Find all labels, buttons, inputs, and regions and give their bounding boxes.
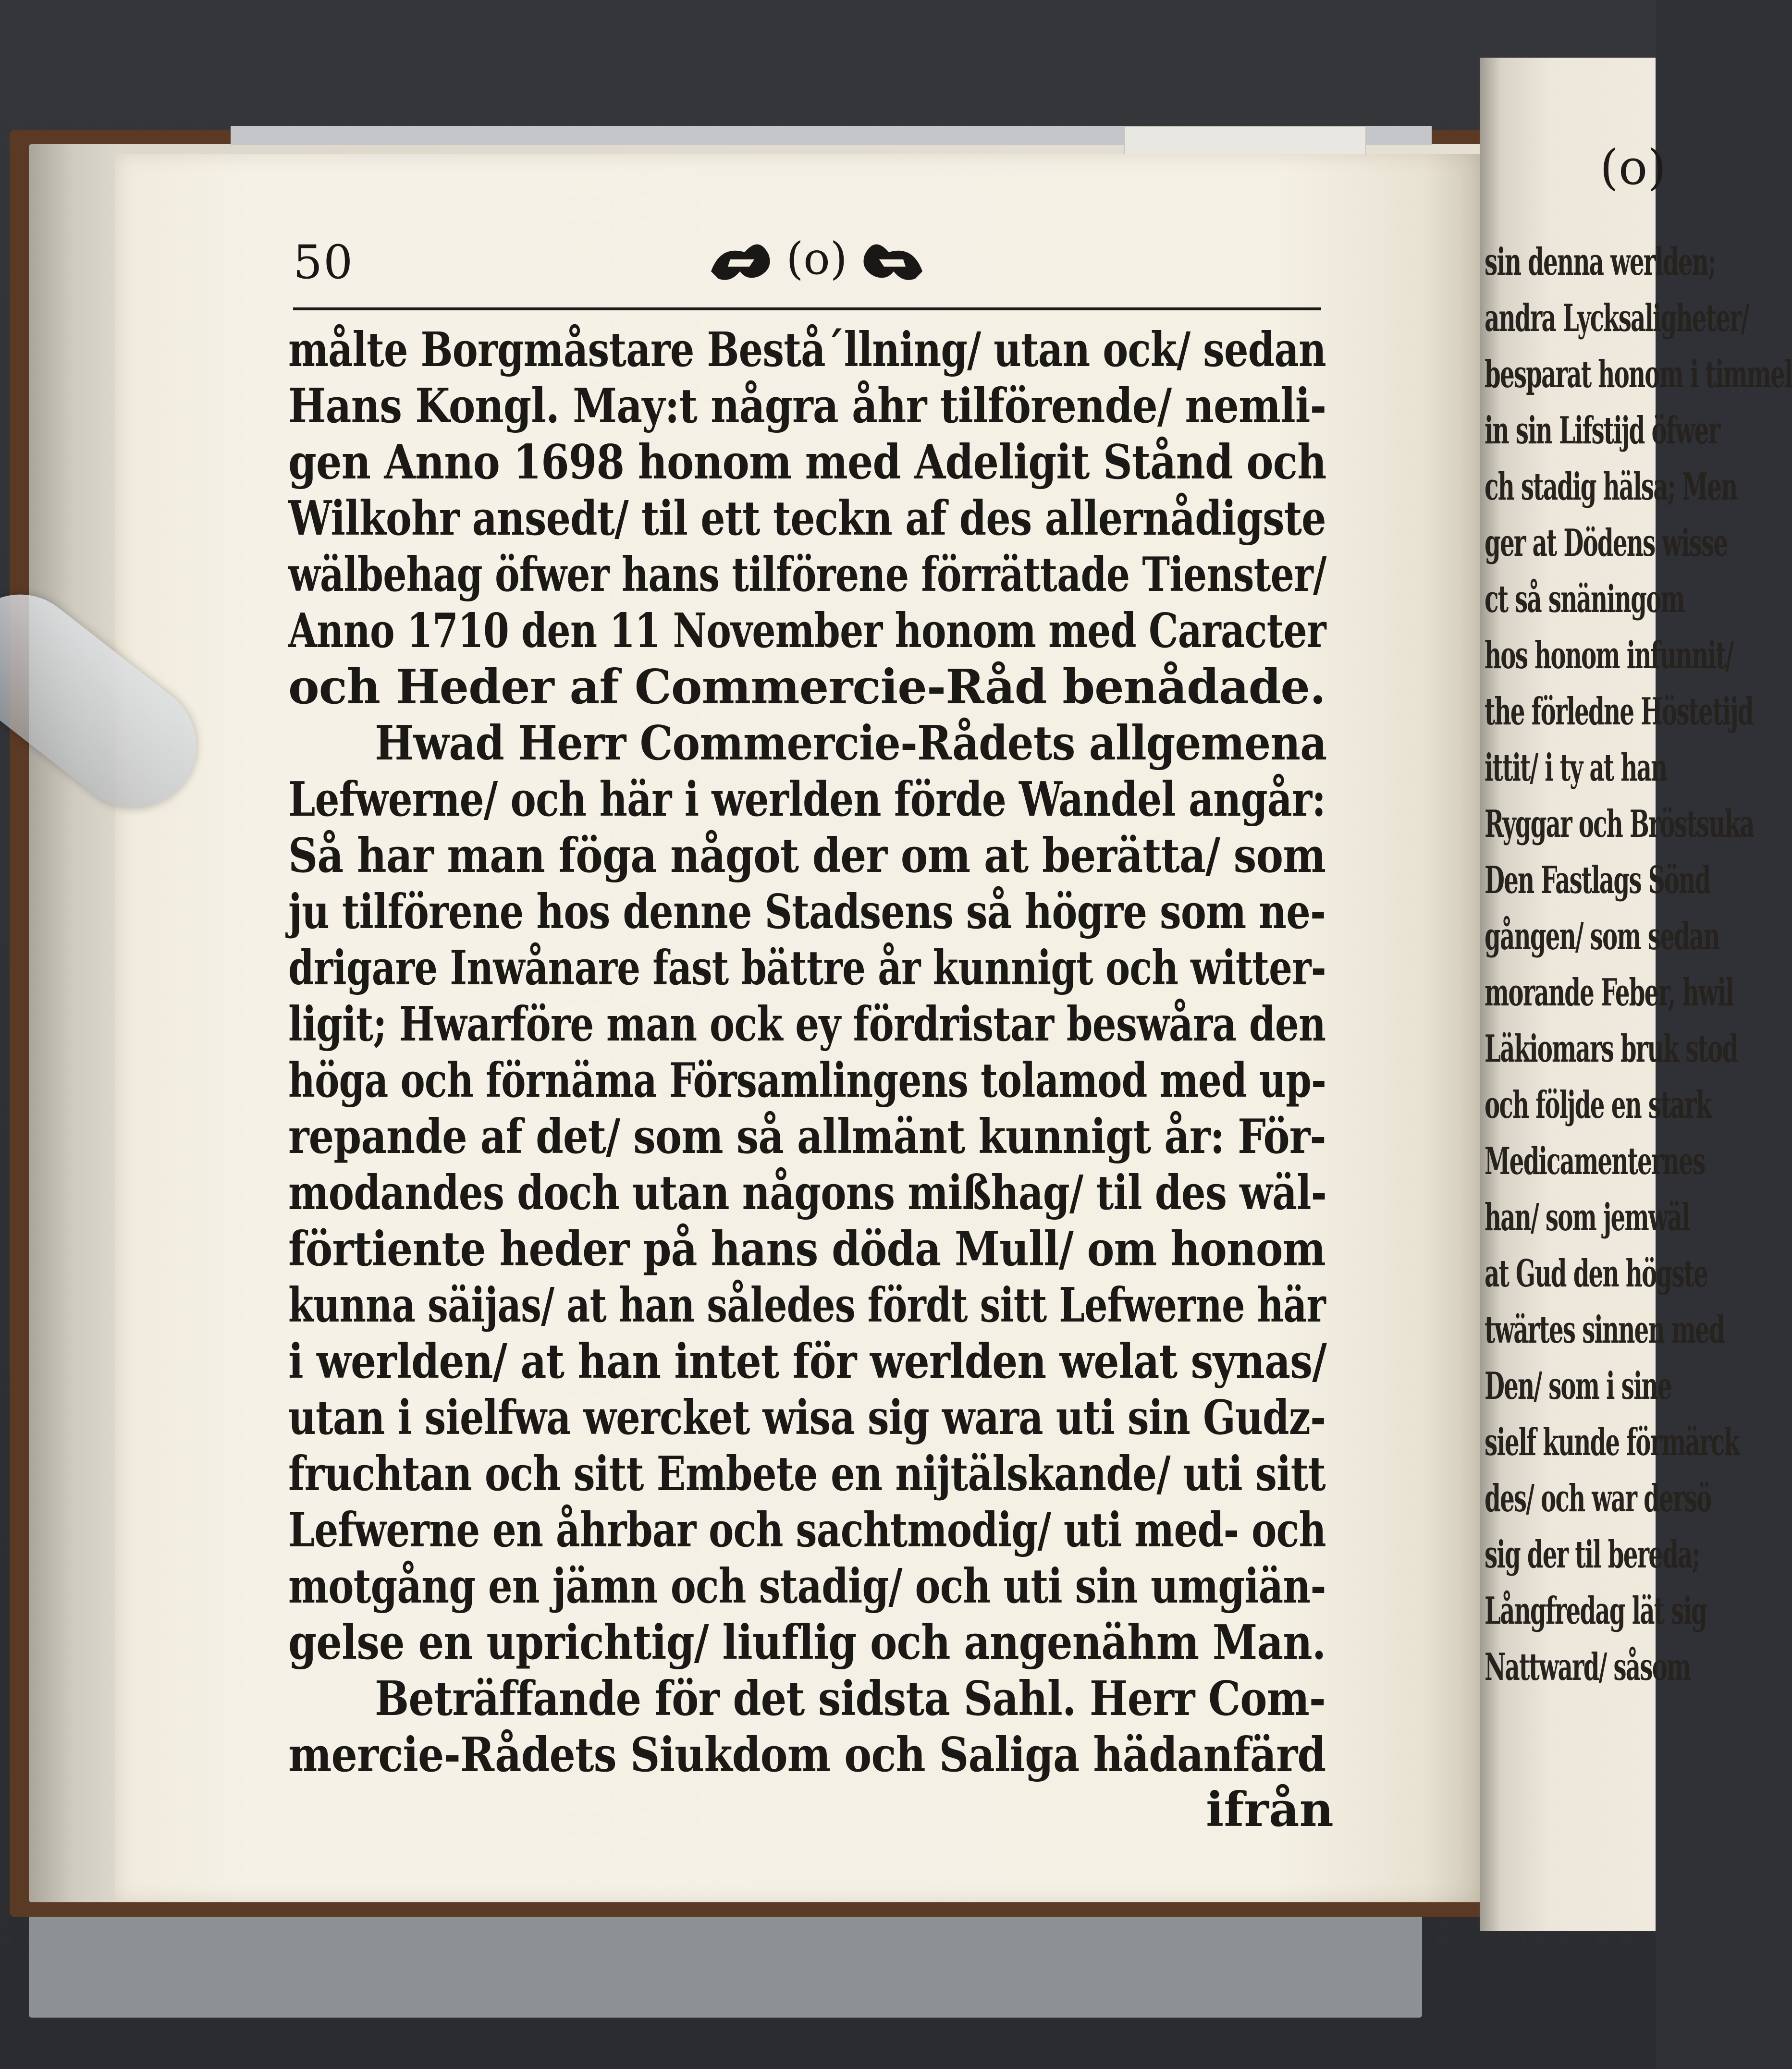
facing-page xyxy=(1480,58,1792,1931)
facing-page-line: ittit/ i ty at han xyxy=(1485,746,1667,790)
text-line: Beträffande för det sidsta Sahl. Herr Com- xyxy=(375,1671,1326,1726)
left-ornament-icon xyxy=(711,245,770,280)
facing-page-line: Långfredag lät sig xyxy=(1485,1589,1706,1633)
facing-page-line: hos honom infunnit/ xyxy=(1485,634,1733,677)
text-line: i werlden/ at han intet för werlden welat synas/ xyxy=(288,1334,1326,1389)
catchword: ifrån xyxy=(1206,1782,1334,1837)
facing-page-line: Nattward/ såsom xyxy=(1485,1645,1691,1689)
facing-page-line: the förledne Höstetijd xyxy=(1485,690,1753,734)
facing-page-line: sig der til bereda; xyxy=(1485,1533,1700,1577)
facing-page-line: des/ och war dersö xyxy=(1485,1477,1711,1520)
text-line: wälbehag öfwer hans tilförene förrättade Tienster/ xyxy=(288,547,1326,602)
text-line: kunna säijas/ at han således fördt sitt Lefwerne här xyxy=(288,1278,1326,1333)
text-line: gelse en uprichtig/ liuflig och angenähm Man. xyxy=(288,1615,1326,1670)
facing-page-line: Den Fastlags Sönd xyxy=(1485,858,1710,902)
running-head: (o) xyxy=(786,233,847,284)
facing-page-line: ch stadig hälsa; Men xyxy=(1485,465,1737,509)
facing-page-line: in sin Lifstijd öfwer xyxy=(1485,409,1720,453)
text-line: ju tilförene hos denne Stadsens så högre som ne- xyxy=(288,884,1326,940)
text-line: Anno 1710 den 11 November honom med Caracter xyxy=(288,603,1326,659)
facing-page-line: Läkiomars bruk stod xyxy=(1485,1027,1738,1071)
right-ornament-icon xyxy=(864,245,923,280)
text-line: höga och förnäma Församlingens tolamod med up- xyxy=(288,1053,1326,1108)
text-line: ligit; Hwarföre man ock ey fördristar beswåra den xyxy=(288,997,1326,1052)
text-line: utan i sielfwa wercket wisa sig wara uti sin Gudz- xyxy=(288,1390,1326,1445)
text-line: Så har man föga något der om at berätta/ som xyxy=(288,828,1326,883)
facing-page-line: och följde en stark xyxy=(1485,1083,1711,1127)
facing-page-line: han/ som jemwäl xyxy=(1485,1196,1690,1239)
text-line: och Heder af Commercie-Råd benådade. xyxy=(288,660,1326,715)
text-line: fruchtan och sitt Embete en nijtälskande/ uti sitt xyxy=(288,1446,1326,1502)
page-number: 50 xyxy=(293,235,354,289)
text-line: målte Borgmåstare Bestå´llning/ utan ock/ sedan xyxy=(288,322,1326,378)
facing-page-line: Ryggar och Bröstsuka xyxy=(1485,802,1754,846)
facing-page-line: Medicamenternes xyxy=(1485,1139,1705,1183)
text-line: motgång en jämn och stadig/ och uti sin umgiän- xyxy=(288,1559,1326,1614)
facing-page-line: ct så snäningom xyxy=(1485,577,1684,621)
text-line: modandes doch utan någons mißhag/ til des wäl- xyxy=(288,1165,1327,1221)
text-line: drigare Inwånare fast bättre år kunnigt och witter- xyxy=(288,941,1326,996)
text-line: förtiente heder på hans döda Mull/ om honom xyxy=(288,1222,1326,1277)
facing-page-line: andra Lycksaligheter/ xyxy=(1485,296,1749,340)
facing-page-line: morande Feber, hwil xyxy=(1485,971,1733,1015)
running-head-ornament xyxy=(701,226,932,293)
text-line: Hwad Herr Commercie-Rådets allgemena xyxy=(375,716,1327,771)
facing-running-head: (o) xyxy=(1600,139,1667,196)
facing-page-line: gången/ som sedan xyxy=(1485,915,1719,958)
facing-page-line: sin denna werlden; xyxy=(1485,240,1716,284)
text-line: Wilkohr ansedt/ til ett teckn af des allernådigste xyxy=(288,491,1326,546)
text-line: Lefwerne/ och här i werlden förde Wandel angår: xyxy=(288,772,1326,827)
text-line: Hans Kongl. May:t några åhr tilförende/ nemli- xyxy=(288,379,1326,434)
header-rule xyxy=(293,307,1321,310)
facing-page-line: Den/ som i sine xyxy=(1485,1364,1671,1408)
text-line: repande af det/ som så allmänt kunnigt år: För- xyxy=(288,1109,1326,1164)
text-line: Lefwerne en åhrbar och sachtmodig/ uti med- och xyxy=(288,1503,1326,1558)
facing-page-line: sielf kunde förmärck xyxy=(1485,1420,1739,1464)
text-line: gen Anno 1698 honom med Adeligit Stånd och xyxy=(288,435,1326,490)
text-line: mercie-Rådets Siukdom och Saliga hädanfärd xyxy=(288,1727,1326,1783)
facing-page-line: at Gud den högste xyxy=(1485,1252,1708,1296)
facing-page-line: twärtes sinnen med xyxy=(1485,1308,1724,1352)
facing-page-line: ger at Dödens wisse xyxy=(1485,521,1728,565)
facing-page-line: besparat honom i timmel xyxy=(1485,353,1792,396)
